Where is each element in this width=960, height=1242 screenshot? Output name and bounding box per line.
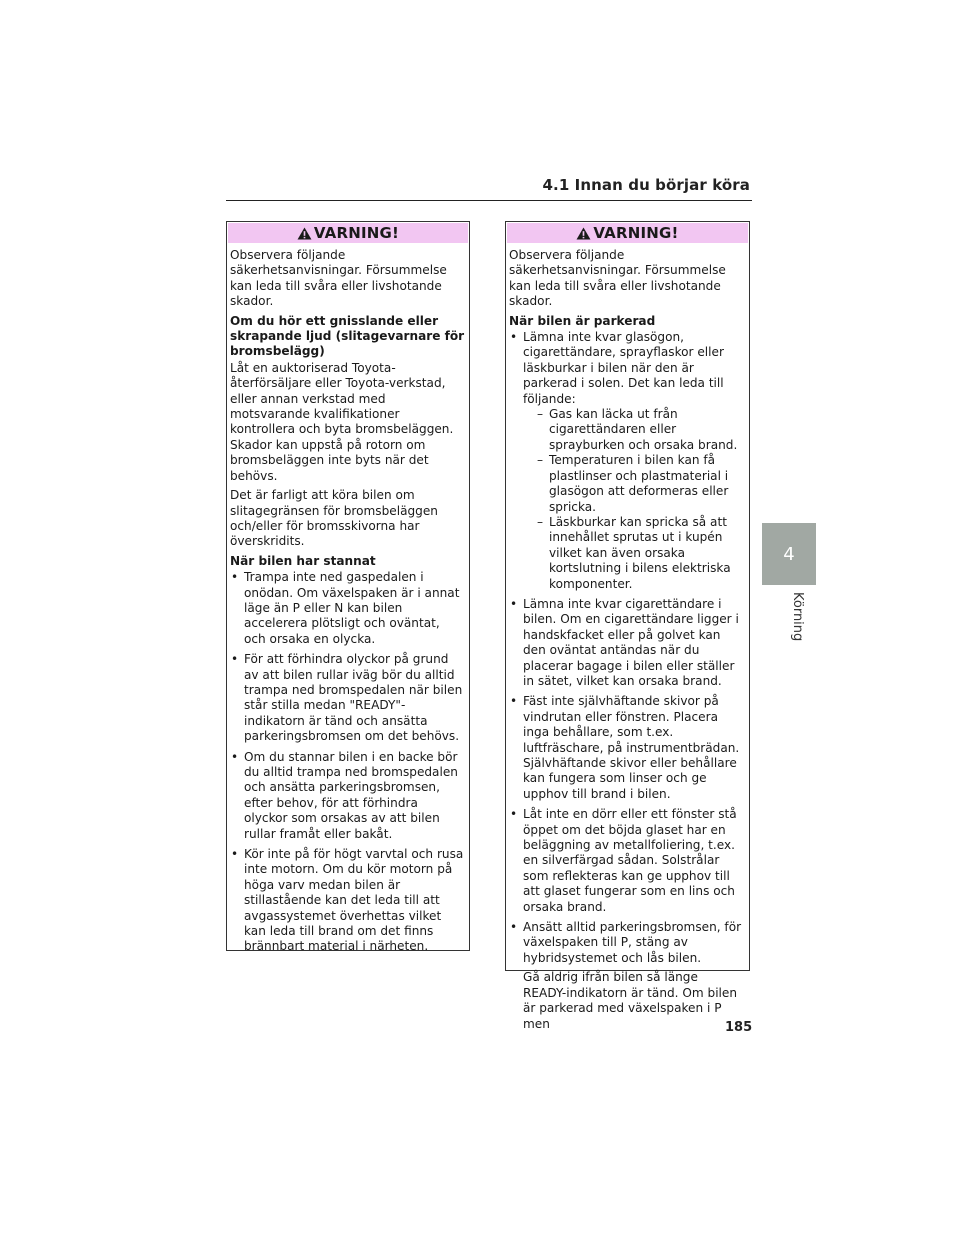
list-item-text: Lämna inte kvar glasögon, cigarettändare, sprayflaskor eller läskburkar i bilen när den är parkerad i solen. Det kan leda till följande: [523, 330, 724, 406]
list-item-text: Ansätt alltid parkeringsbromsen, för växelspaken till P, stäng av hybridsystemet och lås bilen. [523, 920, 742, 965]
list-item: • Om du stannar bilen i en backe bör du alltid trampa ned bromspedalen och ansätta parkeringsbromsen, efter behov, för att förhindra olyckor som orsakas av att bilen rullar framåt eller bakåt. [230, 750, 465, 842]
chapter-label: Körning [790, 592, 805, 642]
warning-title: VARNING! [313, 224, 400, 242]
dash-item: – Gas kan läcka ut från cigarettändaren eller sprayburken och orsaka brand. [523, 407, 745, 453]
dash-item: – Temperaturen i bilen kan få plastlinser och plastmaterial i glasögon att deformeras eller spricka. [523, 453, 745, 515]
section-heading: När bilen är parkerad [509, 313, 656, 328]
warning-box-left [226, 221, 470, 954]
warning-body [506, 243, 749, 1032]
warning-title: VARNING! [593, 224, 679, 242]
list-item: • För att förhindra olyckor på grund av att bilen rullar iväg bör du alltid trampa ned bromspedalen när bilen står stilla medan "READY"-indikatorn är tänd och ansätta parkeringsbromsen om det behövs. [230, 652, 465, 744]
list-item: • Fäst inte självhäftande skivor på vindrutan eller fönstren. Placera inga behållare, som t.ex. luftfräschare, på instrumentbrädan. Självhäftande skivor eller behållare kan fungera som linser och ge upphov till brand i bilen. [509, 694, 745, 802]
paragraph: Låt en auktoriserad Toyota-återförsäljare eller Toyota-verkstad, eller annan verkstad med motsvarande kvalifikationer kontrollera och byta bromsbeläggen. Skador kan uppstå på rotorn om bromsbeläggen inte byts när det behövs. [230, 360, 454, 483]
list-item [509, 920, 745, 1032]
bullet-list [509, 330, 745, 1032]
section-heading: Om du hör ett gnisslande eller skrapande ljud (slitagevarnare för bromsbelägg) [230, 313, 465, 359]
bullet-list [230, 570, 465, 955]
dash-list [523, 407, 745, 592]
list-item-continuation: Gå aldrig ifrån bilen så länge READY-indikatorn är tänd. Om bilen är parkerad med växelspaken i P men [523, 970, 738, 1031]
warning-header [507, 223, 748, 243]
page-number: 185 [725, 1020, 753, 1035]
list-item [509, 330, 745, 592]
intro-text: Observera följande säkerhetsanvisningar. Försummelse kan leda till svåra eller livshotande skador. [509, 248, 726, 309]
list-item: • Trampa inte ned gaspedalen i onödan. Om växelspaken är i annat läge än P eller N kan bilen accelerera plötsligt och oväntat, och orsaka en olycka. [230, 570, 465, 647]
section-header [226, 172, 752, 201]
warning-triangle-icon [297, 227, 312, 240]
chapter-number: 4 [783, 543, 795, 565]
paragraph: Det är farligt att köra bilen om slitagegränsen för bromsbeläggen och/eller för bromsskivorna har överskridits. [230, 488, 438, 549]
list-item: • Kör inte på för högt varvtal och rusa inte motorn. Om du kör motorn på höga varv medan bilen är stillastående kan det leda till att avgassystemet överhettas vilket kan leda till brand om det finns brännbart material i närheten. [230, 847, 465, 955]
warning-body [227, 243, 469, 955]
section-heading: När bilen har stannat [230, 553, 376, 568]
dash-item: – Läskburkar kan spricka så att innehållet sprutas ut i kupén vilket kan även orsaka kortslutning i bilens elektriska komponenter. [523, 515, 745, 592]
chapter-tab [762, 523, 816, 585]
list-item: • Låt inte en dörr eller ett fönster stå öppet om det böjda glaset har en beläggning av metallfoliering, t.ex. en silverfärgad sådan. Solstrålar som reflekteras kan ge upphov till att glaset fungerar som en lins och orsaka brand. [509, 807, 745, 915]
section-title: 4.1 Innan du börjar köra [542, 176, 750, 194]
warning-header [228, 223, 468, 243]
list-item: • Lämna inte kvar cigarettändare i bilen. Om en cigarettändare ligger i handskfacket eller på golvet kan den oväntat antändas när du placerar bagage i bilen eller ställer in sätet, vilket kan orsaka brand. [509, 597, 745, 689]
warning-triangle-icon [576, 227, 591, 240]
intro-text: Observera följande säkerhetsanvisningar. Försummelse kan leda till svåra eller livshotande skador. [230, 248, 447, 309]
